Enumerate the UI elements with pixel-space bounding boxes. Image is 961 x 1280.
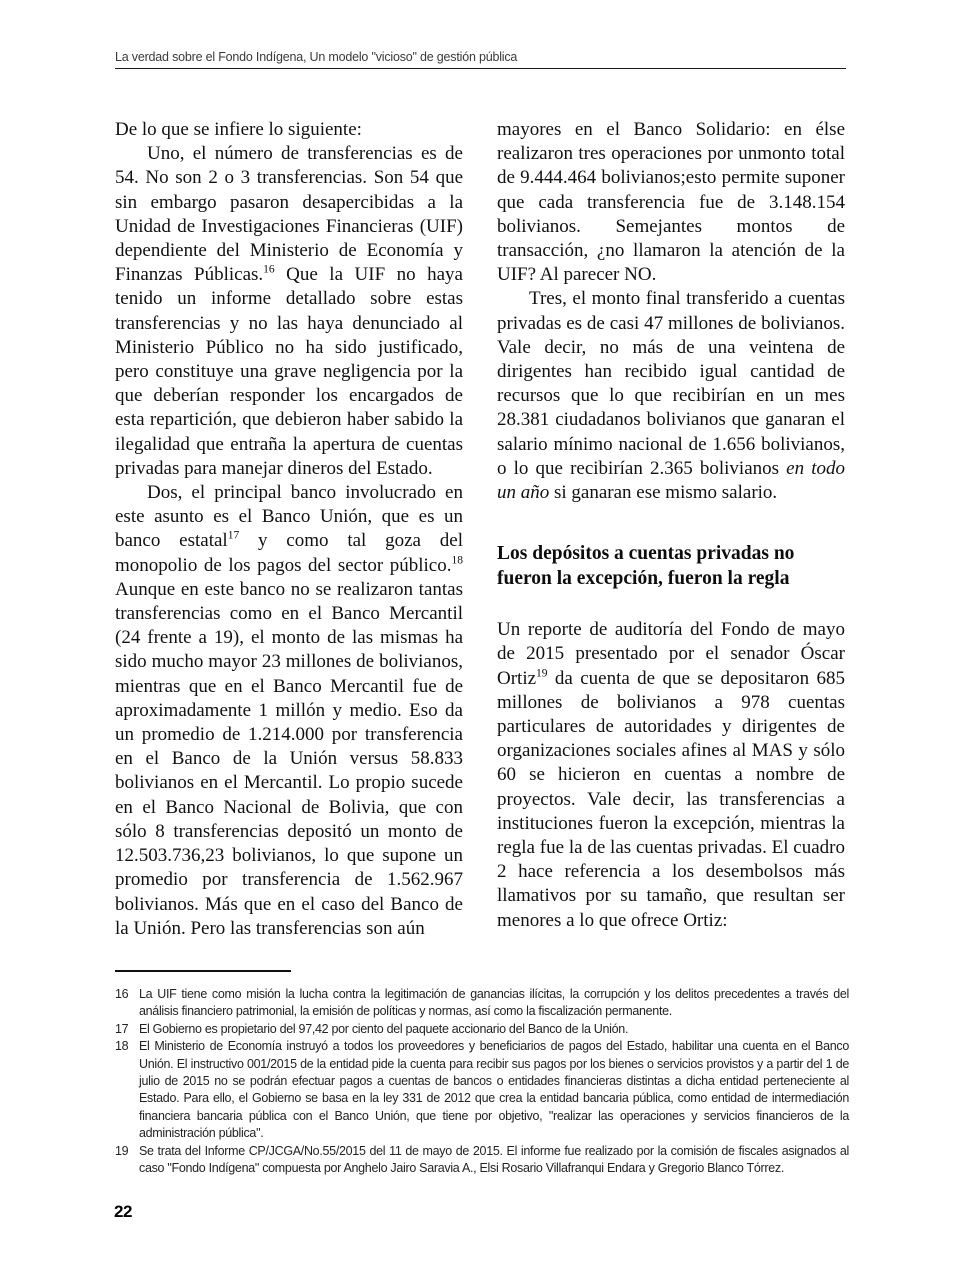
footnote-reference: 18 xyxy=(451,554,463,567)
body-columns xyxy=(115,118,846,941)
footnote-number: 19 xyxy=(115,1143,129,1158)
footnotes-section xyxy=(115,986,849,1177)
text-run: Aunque en este banco no se realizaron tantas transferencias como en el Banco Mercantil (24 frente a 19), el monto de las mismas ha sido mucho mayor 23 millones de bolivianos, mientras que en el Banco Mercantil fue de aproximadamente 1 millón y medio. Eso da un promedio de 1.214.000 por transferencia en el Banco de la Unión versus 58.833 bolivianos en el Mercantil. Lo propio sucede en el Banco Nacional de Bolivia, que con sólo 8 transferencias depositó un monto de 12.503.736,23 bolivianos, lo que supone un promedio por transferencia de 1.562.967 bolivianos. Más que en el caso del Banco de la Unión. Pero las transferencias son aún xyxy=(115,578,463,939)
footnote-number: 18 xyxy=(115,1039,129,1054)
body-paragraph xyxy=(115,142,463,481)
footnote-reference: 16 xyxy=(263,263,275,276)
running-header: La verdad sobre el Fondo Indígena, Un modelo "vicioso" de gestión pública xyxy=(115,50,846,69)
text-run: Dos, el principal banco involucrado en este asunto es el Banco Unión, que es un banco estatal xyxy=(115,482,463,552)
footnote-reference: 19 xyxy=(536,667,548,680)
footnote-number: 17 xyxy=(115,1021,129,1036)
text-run: mayores en el Banco Solidario: en élse realizaron tres operaciones por unmonto total de 9.444.464 bolivianos;esto permite suponer que cada transferencia fue de 3.148.154 bolivianos. Semejantes montos de transacción, ¿no llamaron la atención de la UIF? Al parecer NO. xyxy=(497,119,845,286)
footnote-text: Se trata del Informe CP/JCGA/No.55/2015 del 11 de mayo de 2015. El informe fue realizado por la comisión de fiscales asignados al caso "Fondo Indígena" compuesta por Anghelo Jairo Saravia A., Elsi Rosario Villafranqui Endara y Gregorio Blanco Tórrez. xyxy=(139,1143,849,1176)
emphasis-text: en todo un año xyxy=(497,457,845,504)
column-right xyxy=(497,118,845,941)
column-left xyxy=(115,118,463,941)
text-run: Un reporte de auditoría del Fondo de mayo de 2015 presentado por el senador Óscar Ortiz xyxy=(497,619,845,689)
footnote-reference: 17 xyxy=(227,530,240,543)
page-number: 22 xyxy=(114,1202,132,1221)
text-run: Que la UIF no haya tenido un informe detallado sobre estas transferencias y no las haya denunciado al Ministerio Público no ha sido justificado, pero constituye una grave negligencia por la que deberían responder los encargados de esta repartición, que debieron haber sabido la ilegalidad que entraña la apertura de cuentas privadas para manejar dineros del Estado. xyxy=(115,264,463,479)
footnote-divider xyxy=(115,970,291,972)
body-paragraph xyxy=(115,481,463,941)
footnote-number: 16 xyxy=(115,987,129,1001)
body-paragraph xyxy=(497,118,845,287)
body-paragraph xyxy=(497,618,845,933)
text-run: Uno, el número de transferencias es de 54. No son 2 o 3 transferencias. Son 54 que sin embargo pasaron desapercibidas a la Unidad de Investigaciones Financieras (UIF) dependiente del Ministerio de Economía y Finanzas Públicas. xyxy=(115,143,463,286)
text-run: y como tal goza del monopolio de los pagos del sector público. xyxy=(115,530,463,576)
footnote xyxy=(115,1021,849,1038)
footnote-text: El Ministerio de Economía instruyó a todos los proveedores y beneficiarios de pagos del Estado, habilitar una cuenta en el Banco Unión. El instructivo 001/2015 de la entidad pide la cuenta para recibir sus pagos por los bienes o servicios provistos y a partir del 1 de julio de 2015 no se podrán efectuar pagos a cuentas de bancos o entidades financieras distintas a dicha entidad perteneciente al Estado. Para ello, el Gobierno se basa en la ley 331 de 2012 que crea la entidad bancaria pública, como entidad de intermediación financiera bancaria pública con el Banco Unión, que tiene por objetivo, "realizar las operaciones y servicios financieros de la administración pública". xyxy=(139,1039,849,1141)
text-run: si ganaran ese mismo salario. xyxy=(549,482,778,504)
text-run: Los depósitos a cuentas privadas no fueron la excepción, fueron la regla xyxy=(497,543,795,590)
footnote xyxy=(115,1143,849,1178)
section-heading xyxy=(497,541,845,591)
text-run: Tres, el monto final transferido a cuentas privadas es de casi 47 millones de bolivianos. Vale decir, no más de una veintena de dirigentes han recibido igual cantidad de recursos que lo que recibirían en un mes 28.381 ciudadanos bolivianos que ganaran el salario mínimo nacional de 1.656 bolivianos, o lo que recibirían 2.365 bolivianos xyxy=(497,288,845,479)
body-paragraph xyxy=(497,287,845,505)
footnote-text: La UIF tiene como misión la lucha contra la legitimación de ganancias ilícitas, la corrupción y los delitos precedentes a través del análisis financiero patrimonial, la emisión de políticas y normas, así como la fiscalización permanente. xyxy=(139,987,849,1019)
footnote xyxy=(115,1038,849,1142)
body-paragraph xyxy=(115,118,463,142)
text-run: De lo que se infiere lo siguiente: xyxy=(115,119,362,140)
text-run: da cuenta de que se depositaron 685 millones de bolivianos a 978 cuentas particulares de autoridades y dirigentes de organizaciones sociales afines al MAS y sólo 60 se hicieron en cuentas a nombre de proyectos. Vale decir, las transferencias a instituciones fueron la excepción, mientras la regla fue la de las cuentas privadas. El cuadro 2 hace referencia a los desembolsos más llamativos por su tamaño, que resultan ser menores a lo que ofrece Ortiz: xyxy=(497,667,845,931)
footnote xyxy=(115,986,849,1021)
footnote-text: El Gobierno es propietario del 97,42 por ciento del paquete accionario del Banco de la Unión. xyxy=(139,1021,629,1036)
